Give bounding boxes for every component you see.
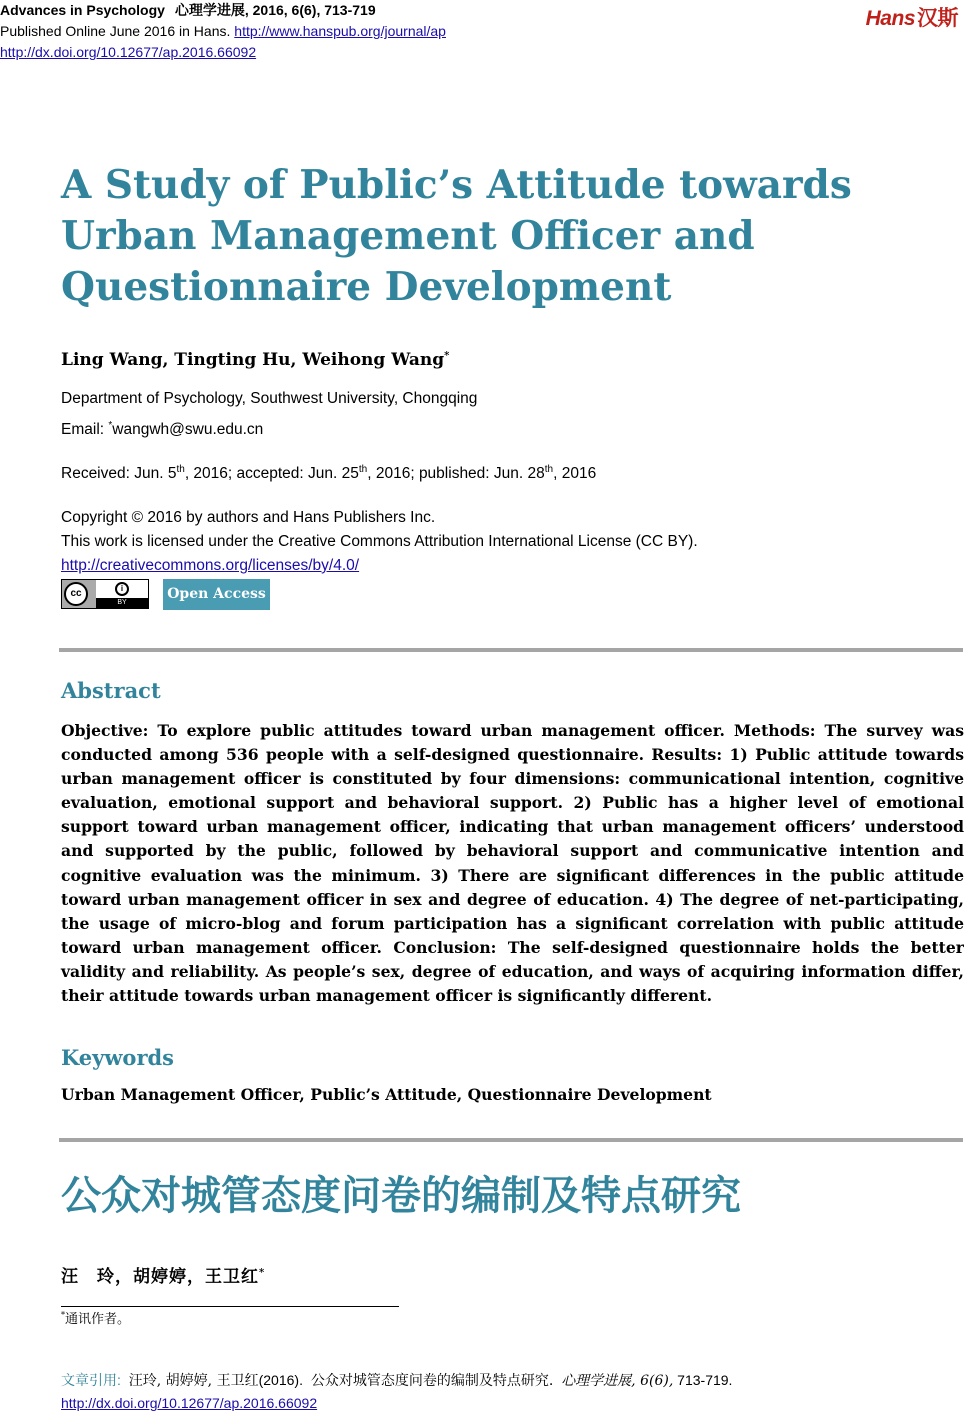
by-label: BY [96,598,148,608]
hans-logo-latin: Hans [865,7,915,30]
section-divider-top [59,648,963,652]
citation-title: 公众对城管态度问卷的编制及特点研究. [310,1373,554,1389]
affiliation: Department of Psychology, Southwest University, Chongqing [61,390,478,407]
open-access-badge: Open Access [163,579,270,610]
journal-line [0,0,446,21]
published-sup: th [544,464,554,475]
doi-line [0,42,446,63]
published-label: , 2016; published: Jun. 28 [367,465,545,483]
chinese-corresponding-mark: * [259,1267,266,1279]
keywords-text: Urban Management Officer, Public’s Attitude, Questionnaire Development [61,1085,712,1104]
publication-line [0,21,446,42]
paper-title: A Study of Public’s Attitude towards Urban Management Officer and Questionnaire Development [61,162,852,310]
citation-block [61,1369,732,1414]
copyright-notice: Copyright © 2016 by authors and Hans Publishers Inc. [61,509,436,526]
hans-logo [866,2,958,32]
chinese-title: 公众对城管态度问卷的编制及特点研究 [61,1173,741,1219]
email-line [61,415,263,441]
journal-header [0,0,446,63]
by-panel [96,580,148,608]
author-list [61,350,449,370]
corresponding-mark: * [444,350,450,362]
license-line [61,555,359,577]
footnote-mark: * [61,1310,65,1320]
citation-journal: 心理学进展, 6(6), [561,1373,674,1389]
citation-authors: 汪玲, 胡婷婷, 王卫红 [128,1373,259,1389]
email-mark: * [108,420,113,431]
cc-icon: cc [64,582,88,606]
journal-name: Advances in Psychology [0,2,165,18]
chinese-author-names: 汪 玲，胡婷婷，王卫红 [61,1267,259,1287]
citation-year: (2016). [258,1372,303,1388]
citation-pages: 713-719. [677,1372,733,1388]
accepted-label: , 2016; accepted: Jun. 25 [184,465,359,483]
year-tail: , 2016 [553,465,597,483]
received-sup: th [176,464,185,475]
keywords-heading: Keywords [61,1045,175,1070]
published-text: Published Online June 2016 in Hans. [0,23,231,39]
citation-label: 文章引用: [61,1372,121,1388]
license-notice: This work is licensed under the Creative Commons Attribution International License (CC BY). [61,533,698,550]
attribution-person-icon: i [115,582,129,596]
section-divider-bottom [59,1138,963,1142]
footnote-text: 通讯作者。 [65,1312,131,1327]
citation-doi-line [61,1392,732,1414]
citation-line [61,1369,732,1392]
citation-doi-link[interactable]: http://dx.doi.org/10.12677/ap.2016.66092 [61,1395,318,1411]
hans-logo-cn: 汉斯 [917,7,958,30]
cc-by-badge[interactable] [61,579,149,609]
journal-name-cn: 心理学进展 [174,2,245,18]
license-url-link[interactable]: http://creativecommons.org/licenses/by/4.0/ [61,557,360,574]
abstract-heading: Abstract [61,678,161,703]
author-names: Ling Wang, Tingting Hu, Weihong Wang [61,350,445,370]
accepted-sup: th [358,464,368,475]
received-dates [61,459,596,485]
header-doi-link[interactable]: http://dx.doi.org/10.12677/ap.2016.66092 [0,44,257,60]
received-label: Received: Jun. 5 [61,465,177,483]
abstract-text: Objective: To explore public attitudes toward urban management officer. Methods: The survey was conducted among 536 people with a self-designed questionnaire. Results: 1) Public attitude towards urban management officer is constituted by four dimensions: communicational intention, cognitive evaluation, emotional support and behavioral support. 2) Public has a higher level of emotional support toward urban management officer, indicating that urban management officers’ understood and supported by the public, followed by behavioral support and communicative intention and cognitive evaluation was the minimum. 3) There are significant differences in the public attitude toward urban management officer in sex and degree of education. 4) The degree of net-participating, the usage of micro-blog and forum participation has a significant correlation with public attitude toward urban management officer. Conclusion: The self-designed questionnaire holds the better validity and reliability. As people’s sex, degree of education, and ways of acquiring information differ, their attitude towards urban management officer is significantly different. [61,721,964,1006]
chinese-authors [61,1262,265,1287]
email-label: Email: [61,421,109,439]
email-address[interactable]: wangwh@swu.edu.cn [112,421,264,439]
journal-url-link[interactable]: http://www.hanspub.org/journal/ap [234,23,446,39]
journal-issue: , 2016, 6(6), 713-719 [244,2,376,18]
footnote-rule [61,1306,399,1307]
footnote [61,1308,130,1327]
